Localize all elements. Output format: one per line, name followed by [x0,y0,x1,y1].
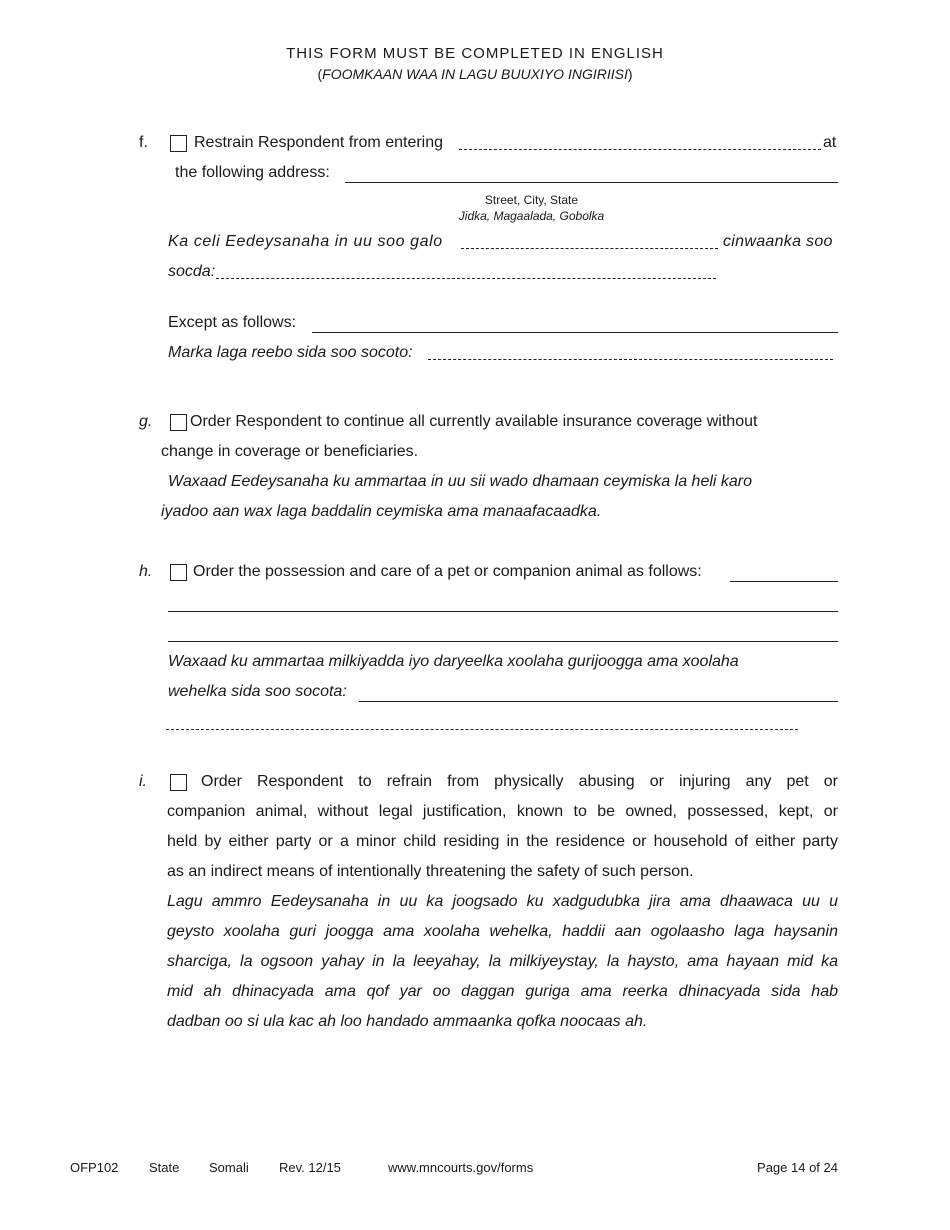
item-h-field-1[interactable] [730,581,838,582]
item-i-somali-line2: geysto xoolaha guri joogga ama xoolaha wehelka, haddii aan ogolaasho laga haysanin [167,923,838,940]
header-somali-text: FOOMKAAN WAA IN LAGU BUUXIYO INGIRIISI [322,66,628,82]
item-i-somali-line3: sharciga, la ogsoon yahay in la leeyahay, la milkiyeystay, la haysto, ama hayaan mid ka [167,953,838,970]
header-english-notice: THIS FORM MUST BE COMPLETED IN ENGLISH [286,45,664,62]
item-f-caption-english: Street, City, State [484,193,579,207]
footer-language: Somali [209,1160,249,1175]
item-i-line3: held by either party or a minor child residing in the residence or household of either party [167,833,838,850]
item-f-except-somali-field[interactable] [428,359,833,360]
item-i-somali-line1: Lagu ammro Eedeysanaha in uu ka joogsado ku xadgudubka jira ama dhaawaca uu u [167,893,838,910]
item-f-except-somali: Marka laga reebo sida soo socoto: [168,344,413,361]
footer-form-id: OFP102 [70,1160,119,1175]
item-f-at: at [823,134,837,151]
item-f-somali-address-field[interactable] [216,278,716,279]
item-g-somali-line2: iyadoo aan wax laga baddalin ceymiska ama manaafacaadka. [161,503,602,520]
item-i-somali-line5: dadban oo si ula kac ah loo handado ammaanka qofka noocaas ah. [167,1013,648,1030]
item-h-somali-field-2[interactable] [166,729,798,730]
item-h-somali-field-1[interactable] [359,701,838,702]
item-f-caption-somali: Jidka, Magaalada, Gobolka [458,209,605,223]
item-h-checkbox[interactable] [170,564,187,581]
item-h-somali-line2: wehelka sida soo socota: [168,683,347,700]
item-i-line4: as an indirect means of intentionally threatening the safety of such person. [167,863,694,880]
item-f-somali-line1-start: Ka celi Eedeysanaha in uu soo galo [168,233,443,250]
item-i-line2: companion animal, without legal justification, known to be owned, possessed, kept, or [167,803,838,820]
item-f-address-label: the following address: [175,164,330,181]
header-somali-notice: (FOOMKAAN WAA IN LAGU BUUXIYO INGIRIISI) [317,66,633,82]
item-f-somali-entering-field[interactable] [461,248,718,249]
item-h-line1: Order the possession and care of a pet or companion animal as follows: [193,563,702,580]
item-h-somali-line1: Waxaad ku ammartaa milkiyadda iyo daryeelka xoolaha gurijoogga ama xoolaha [168,653,739,670]
item-i-somali-line4: mid ah dhinacyada ama qof yar oo daggan guriga ama reerka dhinacyada sida hab [167,983,838,1000]
footer-revision: Rev. 12/15 [279,1160,341,1175]
footer-url-link[interactable]: www.mncourts.gov/forms [388,1160,534,1175]
item-h-field-3[interactable] [168,641,838,642]
item-f-except-label: Except as follows: [168,314,297,331]
item-f-text: Restrain Respondent from entering [194,134,444,151]
item-g-somali-line1: Waxaad Eedeysanaha ku ammartaa in uu sii wado dhamaan ceymiska la heli karo [168,473,753,490]
item-f-somali-line2: socda: [168,263,216,280]
item-f-letter: f. [139,134,148,151]
item-f-somali-line1-end: cinwaanka soo [723,233,833,250]
item-g-line2: change in coverage or beneficiaries. [161,443,419,460]
item-f-checkbox[interactable] [170,135,187,152]
item-g-line1: Order Respondent to continue all currently available insurance coverage without [190,413,758,430]
footer-page-number: Page 14 of 24 [757,1160,838,1175]
item-i-line1: Order Respondent to refrain from physically abusing or injuring any pet or [201,773,838,790]
item-i-checkbox[interactable] [170,774,187,791]
item-g-checkbox[interactable] [170,414,187,431]
footer-state: State [149,1160,180,1175]
item-h-letter: h. [139,563,153,580]
item-i-letter: i. [139,773,147,790]
item-f-entering-field[interactable] [459,149,821,150]
item-h-field-2[interactable] [168,611,838,612]
item-f-address-field[interactable] [345,182,838,183]
item-f-except-field[interactable] [312,332,838,333]
item-g-letter: g. [139,413,153,430]
